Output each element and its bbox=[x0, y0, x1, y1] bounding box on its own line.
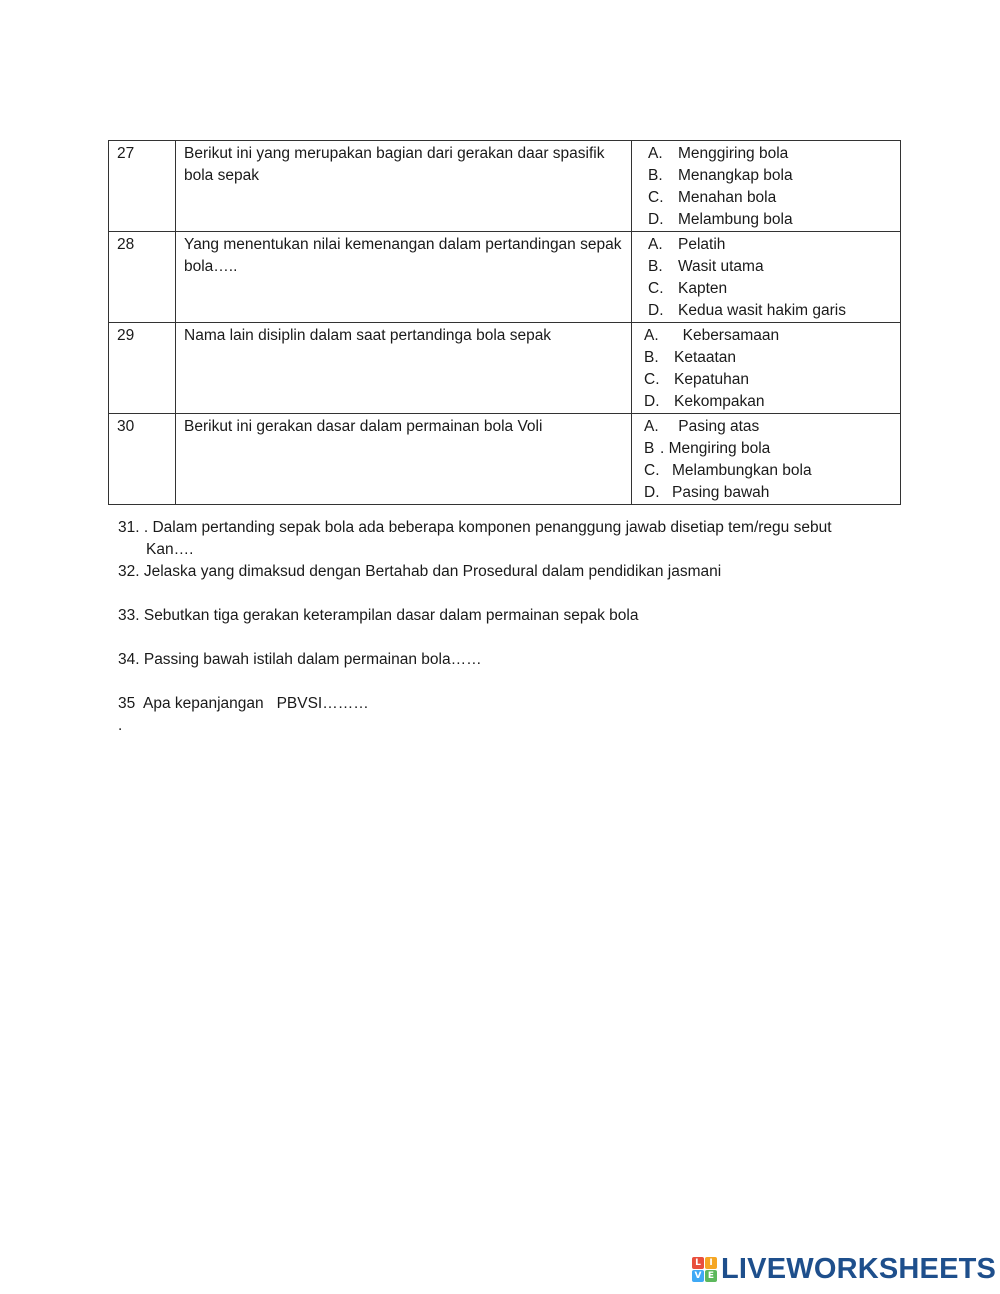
option-d[interactable]: D. Kedua wasit hakim garis bbox=[648, 302, 846, 319]
table-row bbox=[109, 414, 901, 505]
option-a[interactable]: A. Pasing atas bbox=[644, 418, 760, 435]
options-cell bbox=[632, 323, 901, 414]
option-b[interactable]: B. Ketaatan bbox=[644, 349, 737, 366]
option-a[interactable]: A. Kebersamaan bbox=[644, 327, 780, 344]
option-c[interactable]: C. Kepatuhan bbox=[644, 371, 749, 388]
question-text: Nama lain disiplin dalam saat pertandinga bola sepak bbox=[176, 323, 632, 414]
essay-question-35: 35 Apa kepanjangan PBVSI……… bbox=[118, 695, 369, 712]
option-b[interactable]: B. Menangkap bola bbox=[648, 167, 793, 184]
essay-question-34: 34. Passing bawah istilah dalam permainan bola…… bbox=[118, 651, 482, 668]
question-text: Yang menentukan nilai kemenangan dalam pertandingan sepak bola….. bbox=[176, 232, 632, 323]
table-row bbox=[109, 141, 901, 232]
question-text: Berikut ini yang merupakan bagian dari gerakan daar spasifik bola sepak bbox=[176, 141, 632, 232]
question-table bbox=[108, 140, 901, 505]
option-a[interactable]: A. Menggiring bola bbox=[648, 145, 789, 162]
option-d[interactable]: D. Pasing bawah bbox=[644, 484, 770, 501]
option-c[interactable]: C. Kapten bbox=[648, 280, 728, 297]
option-b[interactable]: B. Wasit utama bbox=[648, 258, 764, 275]
question-number: 29 bbox=[109, 323, 176, 414]
table-row bbox=[109, 323, 901, 414]
question-text: Berikut ini gerakan dasar dalam permainan bola Voli bbox=[176, 414, 632, 505]
option-c[interactable]: C. Melambungkan bola bbox=[644, 462, 812, 479]
essay-question-31: 31. . Dalam pertanding sepak bola ada beberapa komponen penanggung jawab disetiap tem/regu sebut Kan…. bbox=[118, 519, 832, 558]
logo-tiles-icon: L I V E bbox=[692, 1257, 717, 1282]
essay-question-33: 33. Sebutkan tiga gerakan keterampilan dasar dalam permainan sepak bola bbox=[118, 607, 639, 624]
trailing-dot: . bbox=[118, 717, 123, 734]
option-d[interactable]: D. Melambung bola bbox=[648, 211, 793, 228]
options-cell bbox=[632, 141, 901, 232]
options-cell bbox=[632, 414, 901, 505]
options-cell bbox=[632, 232, 901, 323]
question-number: 30 bbox=[109, 414, 176, 505]
question-number: 27 bbox=[109, 141, 176, 232]
table-row bbox=[109, 232, 901, 323]
option-a[interactable]: A. Pelatih bbox=[648, 236, 726, 253]
liveworksheets-logo bbox=[692, 1253, 996, 1285]
option-c[interactable]: C. Menahan bola bbox=[648, 189, 777, 206]
logo-text: LIVEWORKSHEETS bbox=[721, 1252, 997, 1285]
question-number: 28 bbox=[109, 232, 176, 323]
option-b[interactable]: B . Mengiring bola bbox=[644, 440, 771, 457]
option-d[interactable]: D. Kekompakan bbox=[644, 393, 765, 410]
essay-question-32: 32. Jelaska yang dimaksud dengan Bertahab dan Prosedural dalam pendidikan jasmani bbox=[118, 563, 722, 580]
